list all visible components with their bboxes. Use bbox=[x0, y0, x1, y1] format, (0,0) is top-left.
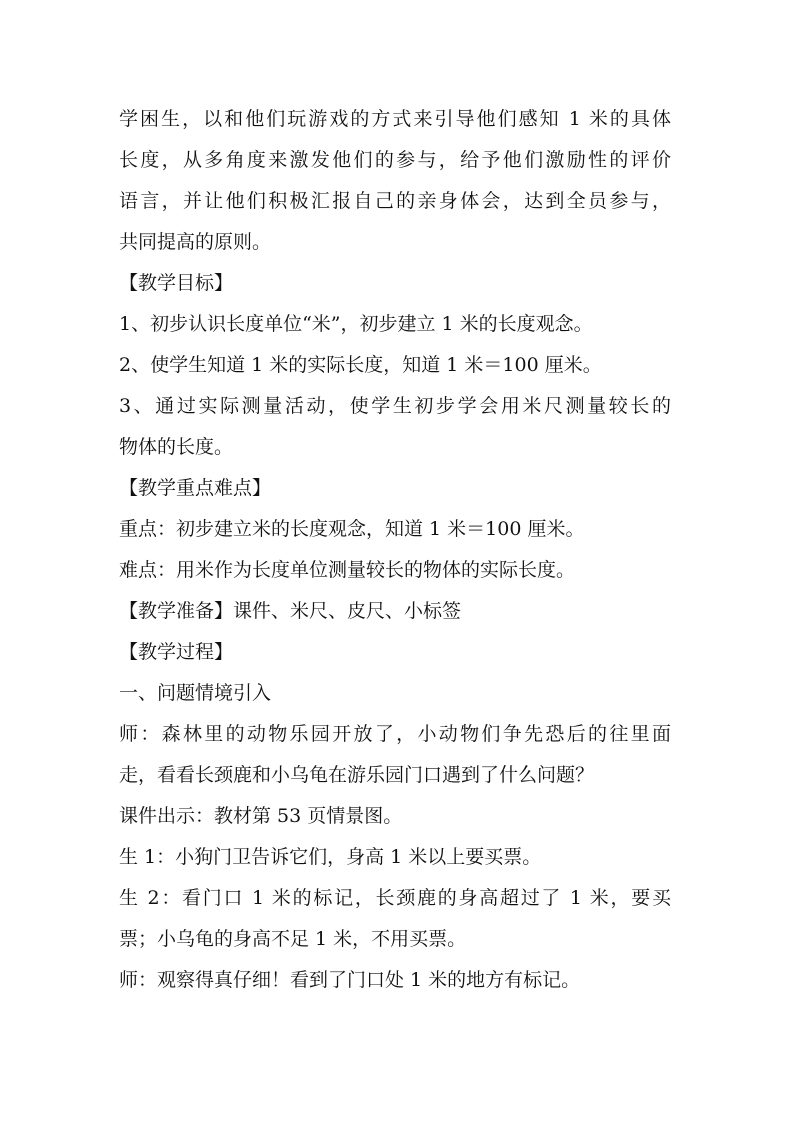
text-line: 1、初步认识长度单位“米”，初步建立 1 米的长度观念。 bbox=[119, 313, 593, 335]
text-line: 师：观察得真仔细！看到了门口处 1 米的地方有标记。 bbox=[119, 969, 581, 991]
text-line: 语言，并让他们积极汇报自己的亲身体会，达到全员参与， bbox=[119, 190, 671, 212]
section-heading: 【教学重点难点】 bbox=[119, 477, 272, 499]
text-line: 2、使学生知道 1 米的实际长度，知道 1 米＝100 厘米。 bbox=[119, 354, 602, 376]
section-heading: 【教学过程】 bbox=[119, 641, 234, 663]
section-heading: 【教学准备】课件、米尺、皮尺、小标签 bbox=[119, 600, 462, 622]
text-line: 共同提高的原则。 bbox=[119, 231, 272, 253]
text-line: 难点：用米作为长度单位测量较长的物体的实际长度。 bbox=[119, 559, 576, 581]
text-line: 3、通过实际测量活动，使学生初步学会用米尺测量较长的 bbox=[119, 395, 671, 417]
text-line: 重点：初步建立米的长度观念，知道 1 米＝100 厘米。 bbox=[119, 518, 585, 540]
text-line: 生 1：小狗门卫告诉它们，身高 1 米以上要买票。 bbox=[119, 846, 542, 868]
text-line: 走，看看长颈鹿和小乌龟在游乐园门口遇到了什么问题？ bbox=[119, 764, 595, 786]
subsection-heading: 一、问题情境引入 bbox=[119, 682, 272, 704]
section-heading: 【教学目标】 bbox=[119, 272, 234, 294]
text-line: 长度，从多角度来激发他们的参与，给予他们激励性的评价 bbox=[119, 149, 671, 171]
text-line: 票；小乌龟的身高不足 1 米，不用买票。 bbox=[119, 928, 467, 950]
text-line: 师：森林里的动物乐园开放了，小动物们争先恐后的往里面 bbox=[119, 723, 671, 745]
text-line: 物体的长度。 bbox=[119, 436, 234, 458]
text-line: 学困生，以和他们玩游戏的方式来引导他们感知 1 米的具体 bbox=[119, 108, 671, 130]
text-line: 课件出示：教材第 53 页情景图。 bbox=[119, 805, 403, 827]
text-line: 生 2：看门口 1 米的标记，长颈鹿的身高超过了 1 米，要买 bbox=[119, 887, 671, 909]
